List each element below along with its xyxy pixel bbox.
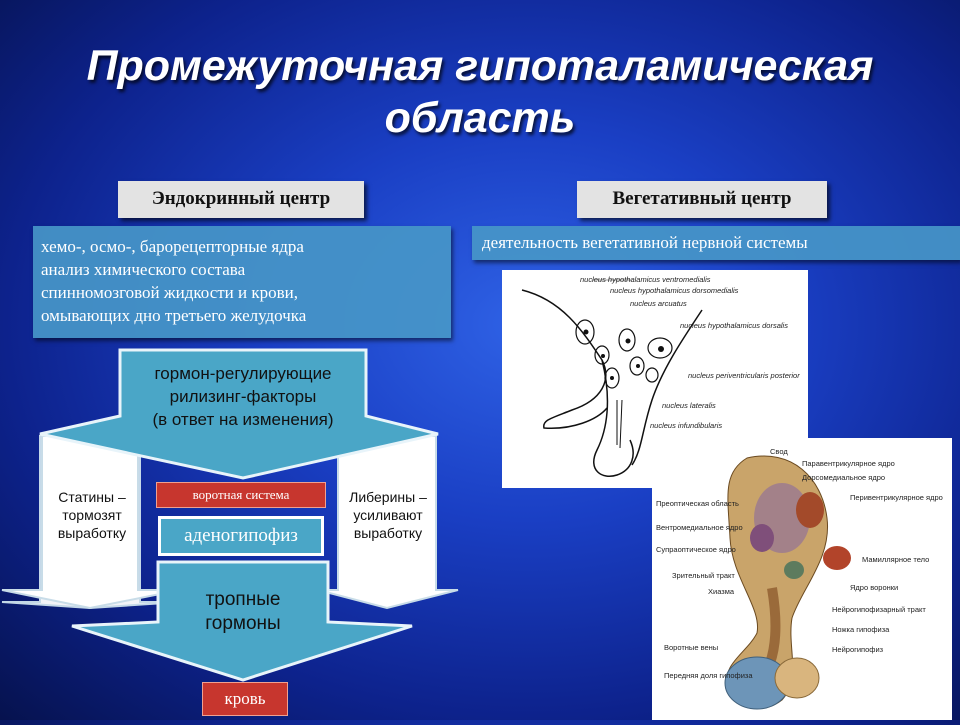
adenohypophysis-label: аденогипофиз bbox=[161, 519, 321, 553]
blood-label: кровь bbox=[202, 682, 288, 716]
liberins-text bbox=[340, 488, 436, 542]
endocrine-info-box bbox=[33, 226, 451, 338]
fig1-label: nucleus arcuatus bbox=[630, 299, 687, 308]
fig1-label: nucleus infundibularis bbox=[650, 421, 723, 430]
fig2-label-right: Ножка гипофиза bbox=[832, 625, 890, 634]
rilizing-line: гормон-регулирующие bbox=[154, 364, 332, 383]
fig1-label: nucleus lateralis bbox=[662, 401, 716, 410]
fig1-label: nucleus periventricularis posterior bbox=[688, 371, 800, 380]
tropic-line: гормоны bbox=[205, 613, 281, 634]
fig2-label-right: Свод bbox=[770, 447, 788, 456]
statins-line: тормозят bbox=[62, 507, 122, 523]
title-line-2: область bbox=[384, 94, 576, 142]
portal-system-label: воротная система bbox=[156, 482, 326, 508]
vegetative-info-box: деятельность вегетативной нервной системы bbox=[472, 226, 960, 260]
anatomy-drawing bbox=[652, 438, 952, 720]
liberins-line: выработку bbox=[353, 525, 423, 541]
title-line-1: Промежуточная гипоталамическая bbox=[86, 42, 874, 90]
endocrine-info-line: анализ химического состава bbox=[41, 260, 246, 279]
fig1-label: nucleus hypothalamicus dorsalis bbox=[680, 321, 788, 330]
fig2-label-right: Паравентрикулярное ядро bbox=[802, 459, 895, 468]
adenohypophysis-frame bbox=[158, 516, 324, 556]
rilizing-line: рилизинг-факторы bbox=[169, 387, 317, 406]
fig2-label-right: Нейрогипофизарный тракт bbox=[832, 605, 926, 614]
fig2-label-right: Нейрогипофиз bbox=[832, 645, 884, 654]
hypothalamus-anatomy-figure bbox=[652, 438, 952, 720]
endocrine-center-header: Эндокринный центр bbox=[118, 181, 364, 218]
fig2-label-left: Передняя доля гипофиза bbox=[664, 671, 753, 680]
fig2-label-left: Воротные вены bbox=[664, 643, 719, 652]
endocrine-info-line: спинномозговой жидкости и крови, bbox=[41, 283, 299, 302]
liberins-line: усиливают bbox=[353, 507, 423, 523]
fig1-label: nucleus hypothalamicus ventromedialis bbox=[580, 275, 711, 284]
statins-line: выработку bbox=[57, 525, 127, 541]
rilizing-text bbox=[120, 362, 366, 431]
endocrine-info-line: хемо-, осмо-, барорецепторные ядра bbox=[41, 237, 304, 256]
fig2-label-right: Перивентрикулярное ядро bbox=[850, 493, 943, 502]
fig2-label-left: Вентромедиальное ядро bbox=[656, 523, 743, 532]
fig2-label-left: Зрительный тракт bbox=[672, 571, 735, 580]
fig2-label-left: Супраоптическое ядро bbox=[656, 545, 736, 554]
fig2-label-left: Хиазма bbox=[708, 587, 735, 596]
tropic-line: тропные bbox=[205, 589, 281, 610]
statins-text bbox=[44, 488, 140, 542]
vegetative-center-header: Вегетативный центр bbox=[577, 181, 827, 218]
fig2-label-right: Ядро воронки bbox=[850, 583, 899, 592]
endocrine-info-line: омывающих дно третьего желудочка bbox=[41, 306, 307, 325]
statins-line: Статины – bbox=[58, 489, 126, 505]
rilizing-line: (в ответ на изменения) bbox=[152, 410, 334, 429]
fig2-label-right: Мамиллярное тело bbox=[862, 555, 930, 564]
fig2-label-left: Преоптическая область bbox=[656, 499, 739, 508]
tropic-text bbox=[160, 588, 326, 636]
fig1-label: nucleus hypothalamicus dorsomedialis bbox=[610, 286, 739, 295]
slide-title bbox=[0, 40, 960, 144]
liberins-line: Либерины – bbox=[349, 489, 427, 505]
fig2-label-right: Дорсомедиальное ядро bbox=[802, 473, 886, 482]
